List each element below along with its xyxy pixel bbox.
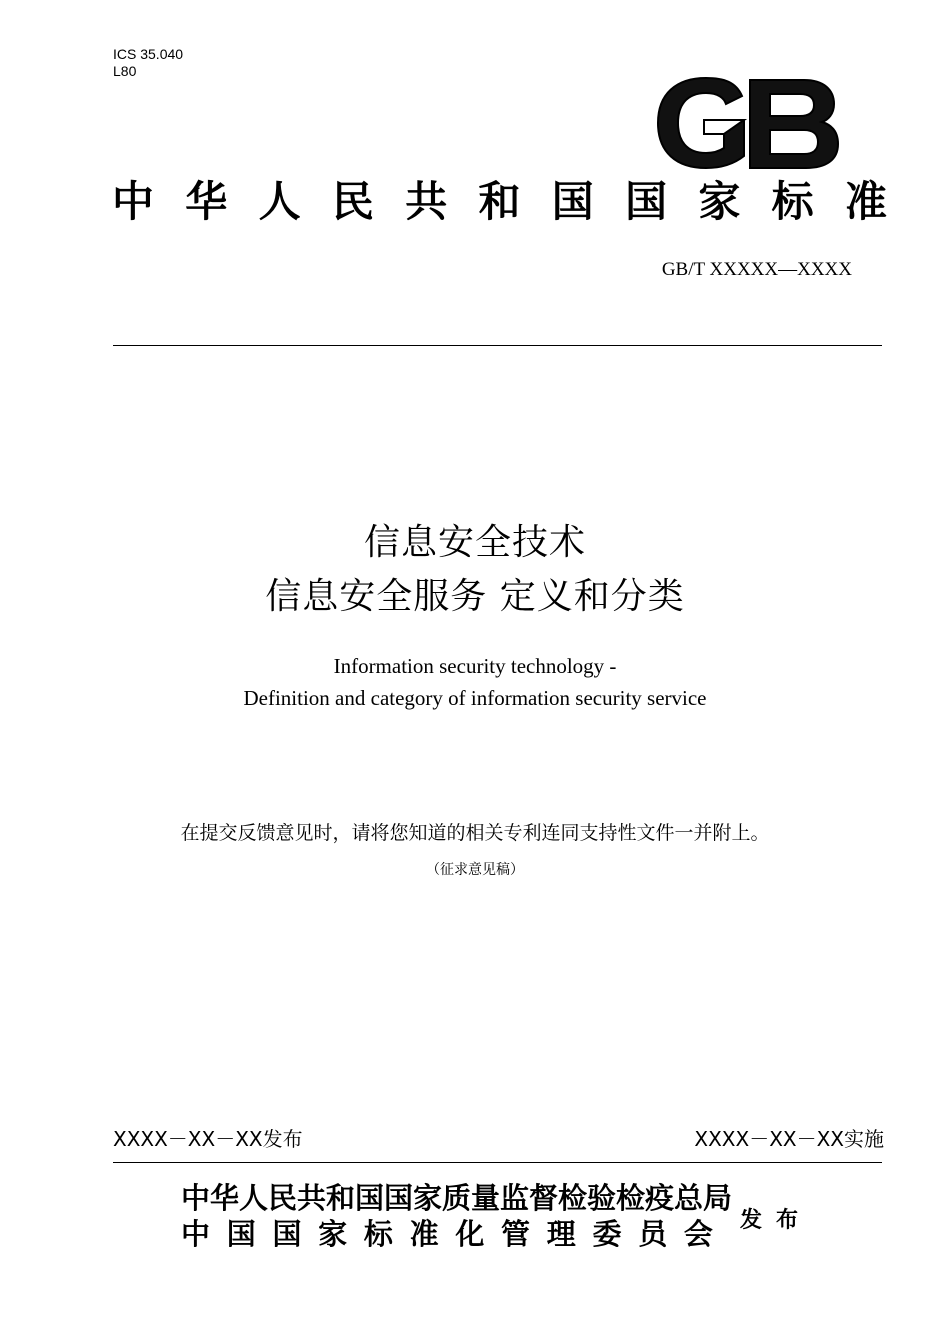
heading-char: 标 — [771, 177, 814, 226]
heading-char: 和 — [478, 177, 521, 226]
ics-code: ICS 35.040 — [113, 46, 184, 62]
patent-notice: 在提交反馈意见时，请将您知道的相关专利连同支持性文件一并附上。 — [180, 822, 770, 844]
issuer-line2 — [181, 1216, 713, 1252]
issuer-char: 国 — [226, 1217, 256, 1251]
gb-logo-graphic — [654, 74, 840, 172]
top-divider — [113, 345, 882, 346]
ics-code-block — [113, 46, 183, 80]
title-en-line2: Definition and category of information security service — [243, 686, 707, 710]
heading-char: 民 — [331, 177, 374, 226]
issuer-char: 管 — [501, 1217, 531, 1251]
heading-char: 华 — [185, 177, 228, 226]
title-zh-line2: 信息安全服务 定义和分类 — [265, 576, 685, 617]
bottom-divider — [113, 1162, 882, 1163]
issuer-char: 准 — [409, 1217, 439, 1251]
issuer-char: 标 — [363, 1217, 393, 1251]
gb-logo-text: GB — [654, 74, 656, 75]
issuer-char: 员 — [638, 1217, 668, 1251]
heading-char: 国 — [551, 177, 594, 226]
issuer-char: 会 — [683, 1217, 713, 1251]
issuer-char: 委 — [592, 1217, 622, 1251]
heading-char: 国 — [625, 177, 668, 226]
title-en-line1: Information security technology - — [333, 654, 617, 678]
heading-char: 中 — [112, 177, 155, 226]
publish-label: 发布 — [740, 1208, 813, 1233]
gb-logo — [654, 74, 840, 172]
issuer-char: 国 — [272, 1217, 302, 1251]
heading-char: 家 — [698, 177, 741, 226]
standard-number: GB/T XXXXX—XXXX — [661, 259, 852, 280]
ccs-code: L80 — [113, 63, 137, 79]
heading-char: 共 — [405, 177, 448, 226]
issuer-char: 化 — [455, 1217, 485, 1251]
issuer-char: 理 — [546, 1217, 576, 1251]
issuer-line1: 中华人民共和国国家质量监督检验检疫总局 — [181, 1181, 733, 1215]
draft-status: （征求意见稿） — [426, 862, 524, 878]
issuer-char: 家 — [318, 1217, 348, 1251]
heading-char: 准 — [844, 177, 887, 226]
heading-char: 人 — [258, 177, 301, 226]
title-zh-line1: 信息安全技术 — [363, 522, 586, 563]
national-standard-heading — [112, 176, 887, 228]
publish-date: XXXX－XX－XX发布 — [113, 1127, 303, 1151]
issuer-char: 中 — [181, 1217, 211, 1251]
implement-date: XXXX－XX－XX实施 — [694, 1127, 884, 1151]
